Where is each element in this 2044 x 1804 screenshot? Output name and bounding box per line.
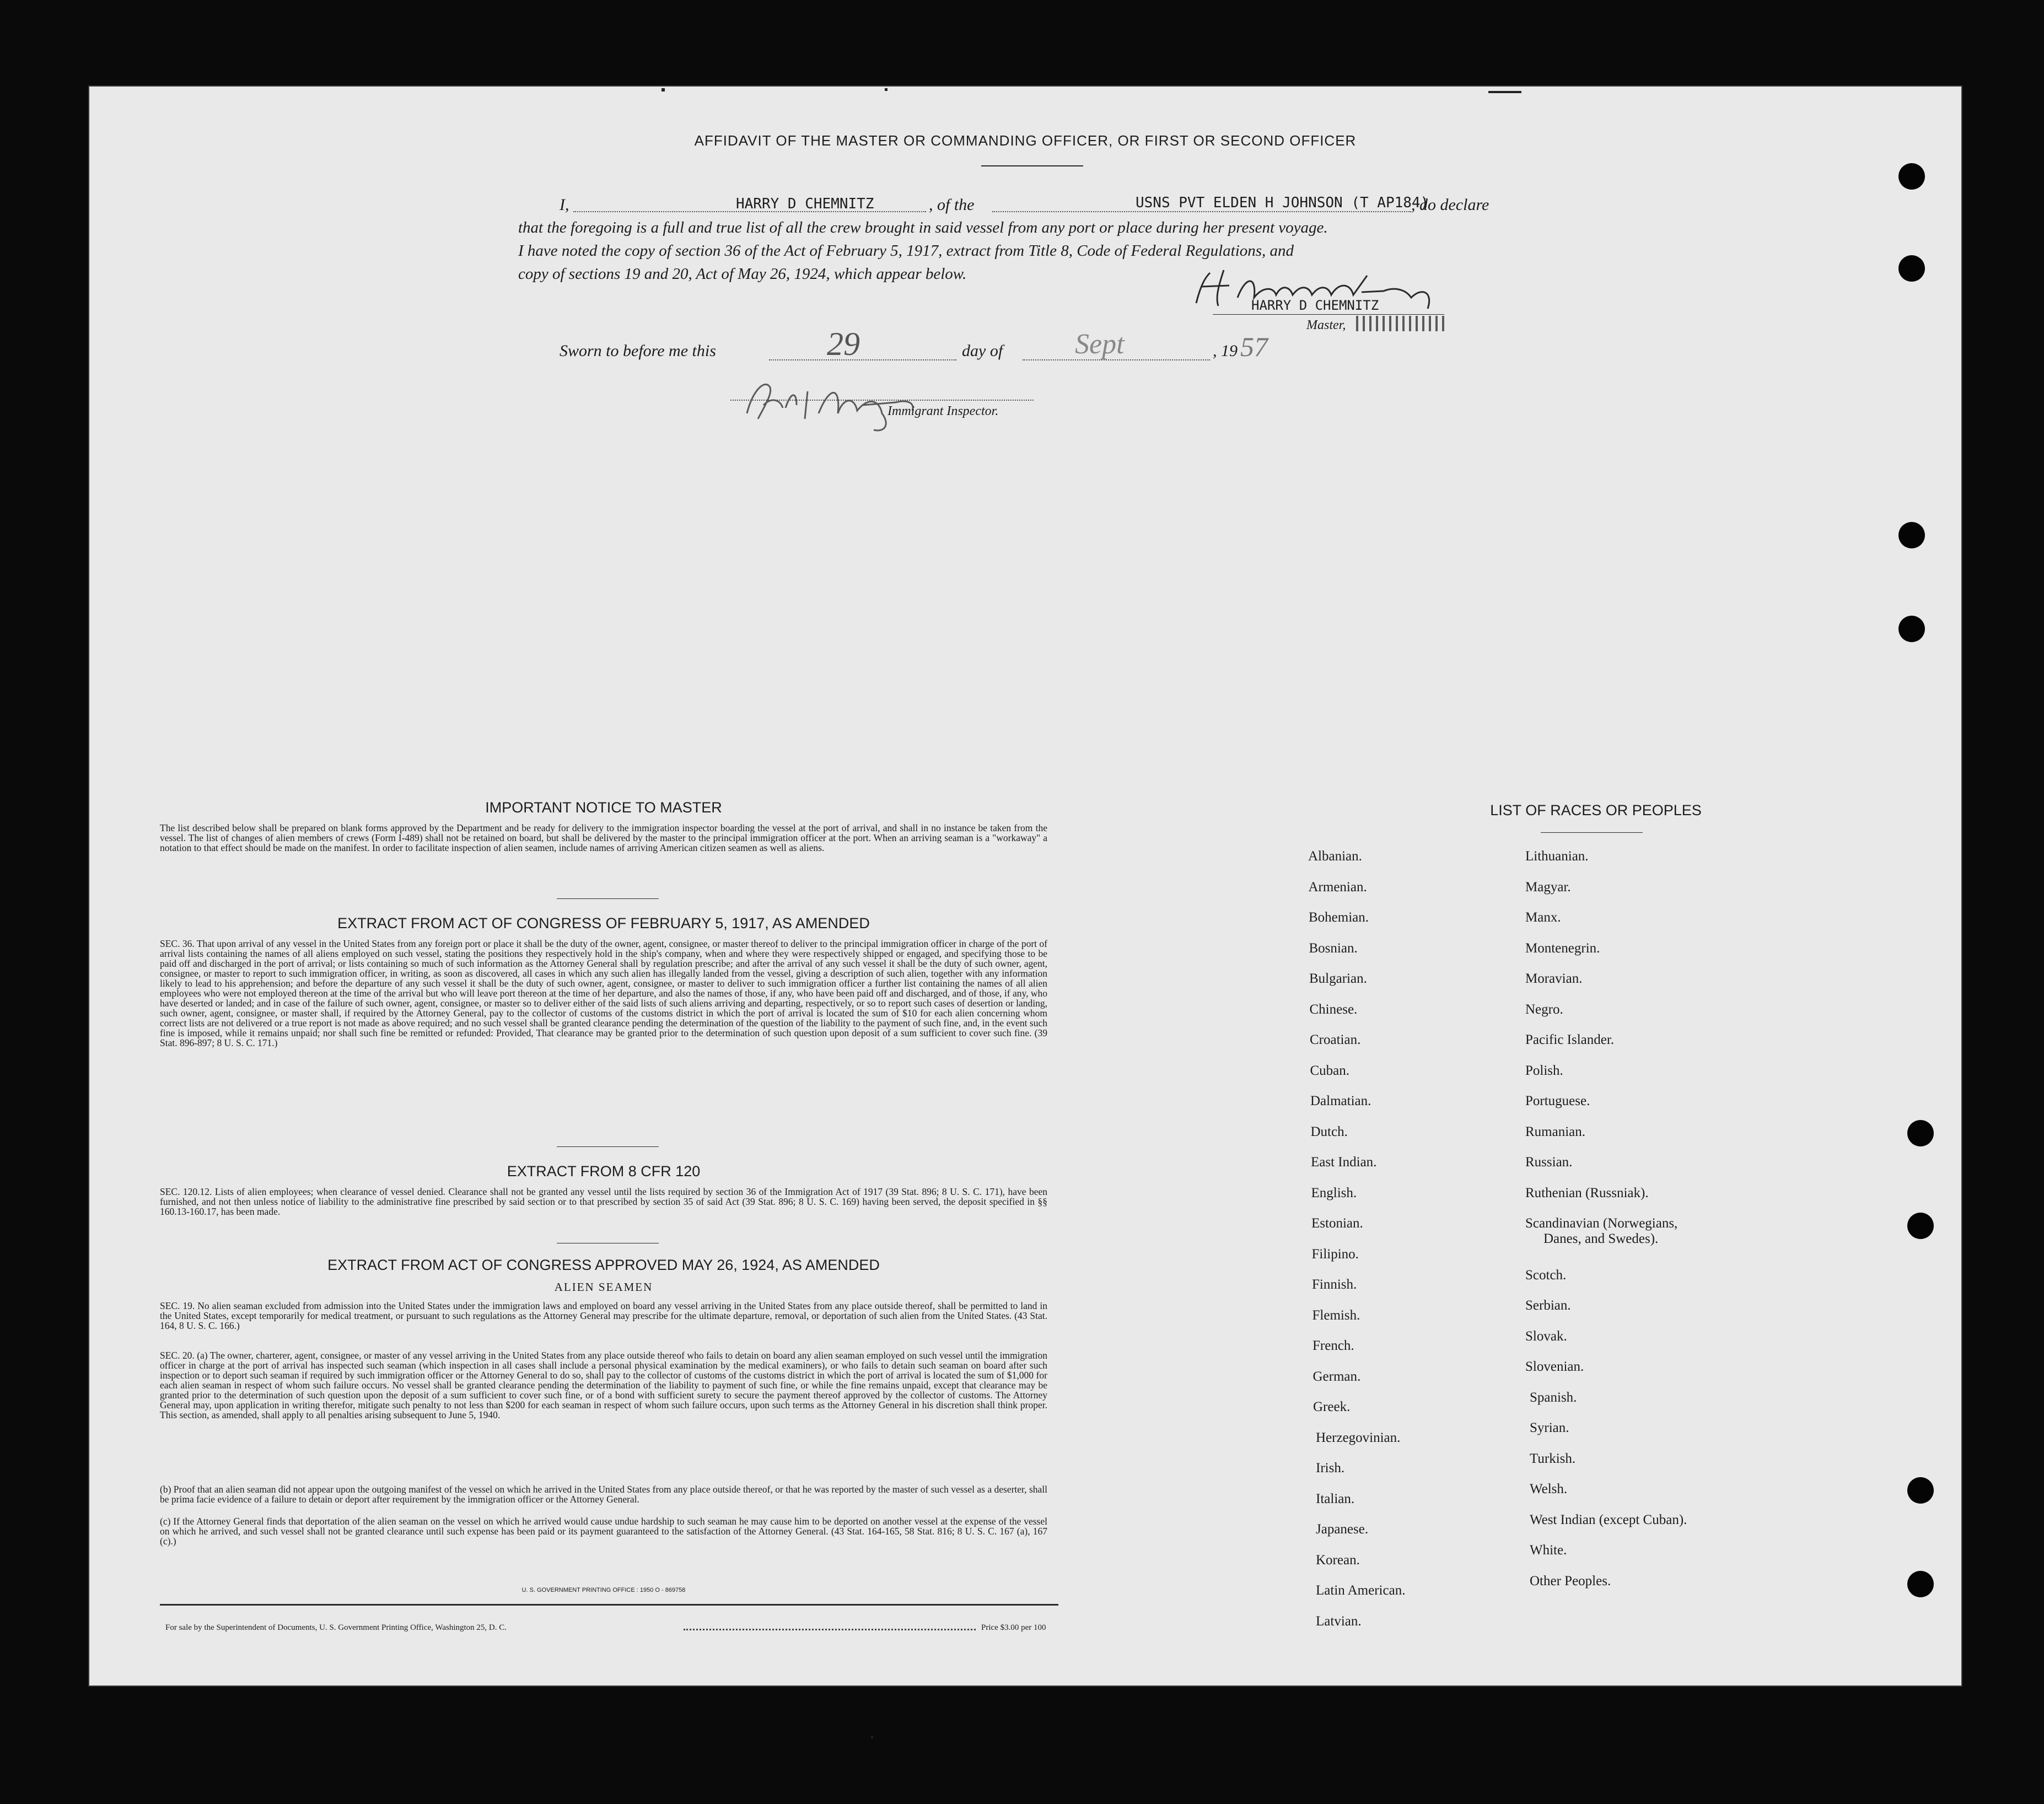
footer-price: Price $3.00 per 100 xyxy=(981,1623,1046,1632)
race-item: Greek. xyxy=(1313,1399,1351,1414)
race-item: Bosnian. xyxy=(1309,940,1358,956)
master-typed-name: HARRY D CHEMNITZ xyxy=(1251,298,1379,313)
extract-1924-title: EXTRACT FROM ACT OF CONGRESS APPROVED MAY 26, 1924, AS AMENDED xyxy=(327,1257,880,1273)
extract-cfr-title: EXTRACT FROM 8 CFR 120 xyxy=(507,1163,701,1180)
extract-1924-sec20a: SEC. 20. (a) The owner, charterer, agent, consignee, or master of any vessel arriving in the United States from any place outside thereof who fails to detain on board any alien seaman employed on such vessel until the immigration officer in charge at the port of arrival has inspected such seaman (which inspection in all cases shall include a personal physical examination by the medical examiners), or who fails to detain such seaman on board after such inspection or to deport such seaman if required by such immigration officer or the Attorney General to do so, shall pay to the collector of customs of the customs district in which the port of arrival is located the sum of $1,000 for each alien seaman in respect of whom such failure occurs. No vessel shall be granted clearance pending the determination of the liability to payment of such fine, or while the fine remains unpaid, except that clearance may be granted prior to the determination of such question upon the deposit of a sum sufficient to cover such fine, or of a bond with sufficient surety to secure the payment thereof approved by the collector of customs. The Attorney General may, upon application in writing therefor, mitigate such penalty to not less than $200 for each seaman in respect of whom such failure occurs, upon such terms as the Attorney General in his discretion shall think proper. This section, as amended, shall apply to all penalties arising subsequent to June 5, 1940. xyxy=(160,1350,1047,1420)
race-item: Irish. xyxy=(1316,1461,1345,1475)
footer-sale-text: For sale by the Superintendent of Documents, U. S. Government Printing Office, Washington 25, D. C. xyxy=(165,1623,507,1632)
footer-rule xyxy=(160,1604,1058,1606)
race-item: Finnish. xyxy=(1312,1277,1357,1292)
race-item: Dalmatian. xyxy=(1310,1094,1371,1108)
inspector-label: Immigrant Inspector. xyxy=(887,404,999,418)
race-item: East Indian. xyxy=(1311,1155,1377,1170)
inspector-line xyxy=(730,400,1034,401)
sworn-label: Sworn to before me this xyxy=(560,342,716,360)
title-rule xyxy=(981,165,1083,166)
document-page xyxy=(88,85,1962,1687)
extract-1924-sec19: SEC. 19. No alien seaman excluded from admission into the United States under the immigration laws and employed on board any vessel arriving in the United States from any place outside thereof, shall be permitted to land in the United States, except temporarily for medical treatment, or pursuant to such regulations as the Attorney General may prescribe for the ultimate departure, removal, or deportation of such alien from the United States. (43 Stat. 164, 8 U. S. C. 166.) xyxy=(160,1300,1047,1331)
footer-dot-leader xyxy=(684,1629,976,1630)
vessel-line xyxy=(992,211,1411,212)
extract-1917-title: EXTRACT FROM ACT OF CONGRESS OF FEBRUARY 5, 1917, AS AMENDED xyxy=(337,915,870,931)
race-item: Rumanian. xyxy=(1525,1124,1586,1139)
affidavit-line-2: that the foregoing is a full and true list of all the crew brought in said vessel from any port or place during her present voyage. xyxy=(518,219,1328,236)
race-item: Pacific Islander. xyxy=(1525,1032,1615,1047)
binder-hole xyxy=(1898,163,1925,190)
races-title-rule xyxy=(1541,832,1643,833)
extract-1917-rule xyxy=(557,1146,659,1147)
races-title: LIST OF RACES OR PEOPLES xyxy=(1490,802,1702,818)
notice-body: The list described below shall be prepared on blank forms approved by the Department and be ready for delivery to the immigration inspector boarding the vessel at the port of arrival, and shall in no instance be taken from the vessel. The list of changes of alien members of crews (Form I-489) shall not be retained on board, but shall be delivered by the master to the principal immigration officer at the port. When an arriving seaman is a "workaway" a notation to that effect should be made on the manifest. In order to facilitate inspection of alien seamen, include names of arriving American citizen seamen as well as aliens. xyxy=(160,822,1047,853)
race-item: Slovenian. xyxy=(1525,1359,1584,1374)
master-title-label: Master, xyxy=(1306,318,1346,332)
extract-1924-sec20c: (c) If the Attorney General finds that deportation of the alien seaman on the vessel on which he arrived would cause undue hardship to such seaman he may cause him to be deported on another vessel at the expense of the vessel on which he arrived, and such vessel shall not be granted clearance until such expense has been paid or its payment guaranteed to the satisfaction of the Attorney General. (43 Stat. 164-165, 58 Stat. 816; 8 U. S. C. 167 (a), 167 (c).) xyxy=(160,1516,1047,1547)
race-item: English. xyxy=(1311,1185,1357,1200)
scan-speck xyxy=(661,88,665,91)
binder-hole xyxy=(1907,1213,1934,1239)
race-item: Albanian. xyxy=(1308,849,1362,864)
race-item: Estonian. xyxy=(1311,1216,1363,1231)
day-of-label: day of xyxy=(962,342,1003,360)
binder-hole xyxy=(1907,1477,1934,1504)
affidavit-line-4: copy of sections 19 and 20, Act of May 26, 1924, which appear below. xyxy=(518,265,967,283)
race-item: Danes, and Swedes). xyxy=(1543,1231,1659,1246)
race-item: Montenegrin. xyxy=(1525,940,1600,956)
race-item: Negro. xyxy=(1525,1001,1563,1017)
race-item: Korean. xyxy=(1316,1552,1360,1568)
race-item: Bohemian. xyxy=(1309,910,1369,925)
extract-1924-sec20b: (b) Proof that an alien seaman did not appear upon the outgoing manifest of the vessel on which he arrived in the United States from any place outside thereof, or that he was reported by the master of such vessel as a deserter, shall be prima facie evidence of a failure to detain or deport after requirement by the immigration officer or the Attorney General. xyxy=(160,1484,1047,1505)
race-item: Welsh. xyxy=(1530,1482,1568,1496)
race-item: Manx. xyxy=(1525,910,1561,925)
race-item: Scandinavian (Norwegians, xyxy=(1525,1216,1678,1231)
extract-cfr-body: SEC. 120.12. Lists of alien employees; when clearance of vessel denied. Clearance shall not be granted any vessel until the lists required by section 36 of the Immigration Act of 1917 (39 Stat. 896; 8 U. S. C. 171), have been furnished, and not then unless notice of liability to the administrative fine prescribed by said section or to that prescribed by section 35 of said Act (39 Stat. 896; 8 U. S. C. 169) having been served, the deposit specified in §§ 160.13-160.17, has been made. xyxy=(160,1186,1047,1217)
master-signature-line xyxy=(1213,314,1444,315)
scan-speck xyxy=(871,1736,873,1738)
scan-speck xyxy=(1488,91,1521,93)
race-item: Syrian. xyxy=(1530,1420,1569,1435)
master-name: HARRY D CHEMNITZ xyxy=(736,196,874,212)
year-prefix: , 19 xyxy=(1213,342,1238,360)
race-item: Moravian. xyxy=(1525,971,1583,986)
race-item: Other Peoples. xyxy=(1530,1573,1611,1588)
race-item: Polish. xyxy=(1525,1063,1563,1078)
scan-speck xyxy=(885,88,887,91)
binder-hole xyxy=(1898,255,1925,282)
race-item: Armenian. xyxy=(1308,879,1367,895)
notice-title: IMPORTANT NOTICE TO MASTER xyxy=(485,799,722,816)
do-declare-label: , do declare xyxy=(1411,196,1489,214)
race-item: Chinese. xyxy=(1309,1001,1358,1017)
binder-hole xyxy=(1898,616,1925,642)
race-item: Cuban. xyxy=(1310,1063,1350,1078)
affidavit-line-3: I have noted the copy of section 36 of the Act of February 5, 1917, extract from Title 8, Code of Federal Regulations, and xyxy=(518,242,1294,260)
gpo-imprint: U. S. GOVERNMENT PRINTING OFFICE : 1950 O - 869758 xyxy=(521,1587,686,1593)
race-item: Japanese. xyxy=(1316,1522,1369,1537)
race-item: German. xyxy=(1313,1369,1361,1384)
race-item: Filipino. xyxy=(1311,1246,1359,1262)
race-item: White. xyxy=(1530,1543,1567,1558)
day-line xyxy=(769,359,956,360)
notice-rule xyxy=(557,898,659,899)
race-item: Magyar. xyxy=(1525,879,1571,895)
race-item: Dutch. xyxy=(1310,1124,1348,1139)
race-item: Turkish. xyxy=(1530,1451,1576,1466)
binder-hole xyxy=(1907,1120,1934,1146)
race-item: French. xyxy=(1313,1338,1354,1353)
declarant-i: I, xyxy=(560,196,569,214)
month-value: Sept xyxy=(1075,329,1125,360)
race-item: Bulgarian. xyxy=(1309,971,1367,986)
binder-hole xyxy=(1907,1571,1934,1597)
binder-hole xyxy=(1898,522,1925,548)
of-the-label: , of the xyxy=(929,196,975,214)
race-item: West Indian (except Cuban). xyxy=(1530,1512,1687,1527)
race-item: Russian. xyxy=(1525,1155,1573,1170)
vessel-name: USNS PVT ELDEN H JOHNSON (T AP184) xyxy=(1136,195,1429,211)
alien-seamen-subtitle: ALIEN SEAMEN xyxy=(554,1280,653,1294)
race-item: Ruthenian (Russniak). xyxy=(1525,1185,1649,1200)
extract-1917-body: SEC. 36. That upon arrival of any vessel in the United States from any foreign port or place it shall be the duty of the owner, agent, consignee, or master thereof to deliver to the principal immigration officer in charge of the port of arrival lists containing the names of all aliens employed on such vessel, stating the positions they respectively hold in the ship's company, when and where they were respectively shipped or engaged, and specifying those to be paid off and discharged in the port of arrival; or lists containing so much of such information as the Attorney General shall by regulation prescribe; and after the arrival of any such vessel it shall be the duty of such owner, agent, consignee, or master to report to such immigration officer, in writing, as soon as discovered, all cases in which any such alien has illegally landed from the vessel, giving a description of such alien, together with any information likely to lead to his apprehension; and before the departure of any such vessel it shall be the duty of such owner, agent, consignee, or master to deliver to such immigration officer a further list containing the names of all alien employees who were not employed thereon at the time of the arrival but who will leave port thereon at the time of her departure, and also the names of those, if any, who have been paid off and discharged, and of those, if any, who have deserted or landed; and in case of the failure of such owner, agent, consignee, or master so to deliver either of the said lists of such aliens arriving and departing, respectively, or so to report such cases of desertion or landing, such owner, agent, consignee, or master shall, if required by the Attorney General, pay to the collector of customs of the customs district in which the port of arrival is located the sum of $10 for each alien concerning whom correct lists are not delivered or a true report is not made as above required; and no such vessel shall be granted clearance pending the determination of the question of the liability to the payment of such fine, and, in the event such fine is imposed, while it remains unpaid; nor shall such fine be remitted or refunded: Provided, That clearance may be granted prior to the determination of such question upon deposit of a sum sufficient to cover such fine. (39 Stat. 896-897; 8 U. S. C. 171.) xyxy=(160,938,1047,1048)
race-item: Latvian. xyxy=(1316,1613,1362,1629)
race-item: Scotch. xyxy=(1525,1267,1567,1283)
race-item: Latin American. xyxy=(1316,1583,1406,1598)
race-item: Spanish. xyxy=(1530,1390,1577,1405)
race-item: Flemish. xyxy=(1312,1307,1360,1323)
day-value: 29 xyxy=(827,326,860,362)
race-item: Serbian. xyxy=(1525,1298,1571,1313)
race-item: Croatian. xyxy=(1310,1032,1361,1047)
race-item: Slovak. xyxy=(1525,1328,1567,1344)
race-item: Portuguese. xyxy=(1525,1094,1590,1108)
race-item: Lithuanian. xyxy=(1525,849,1589,864)
year-value: 57 xyxy=(1240,331,1268,362)
affidavit-title: AFFIDAVIT OF THE MASTER OR COMMANDING OFFICER, OR FIRST OR SECOND OFFICER xyxy=(694,132,1357,149)
race-item: Herzegovinian. xyxy=(1316,1430,1401,1445)
struck-officer-titles xyxy=(1356,316,1444,331)
race-item: Italian. xyxy=(1316,1491,1355,1506)
